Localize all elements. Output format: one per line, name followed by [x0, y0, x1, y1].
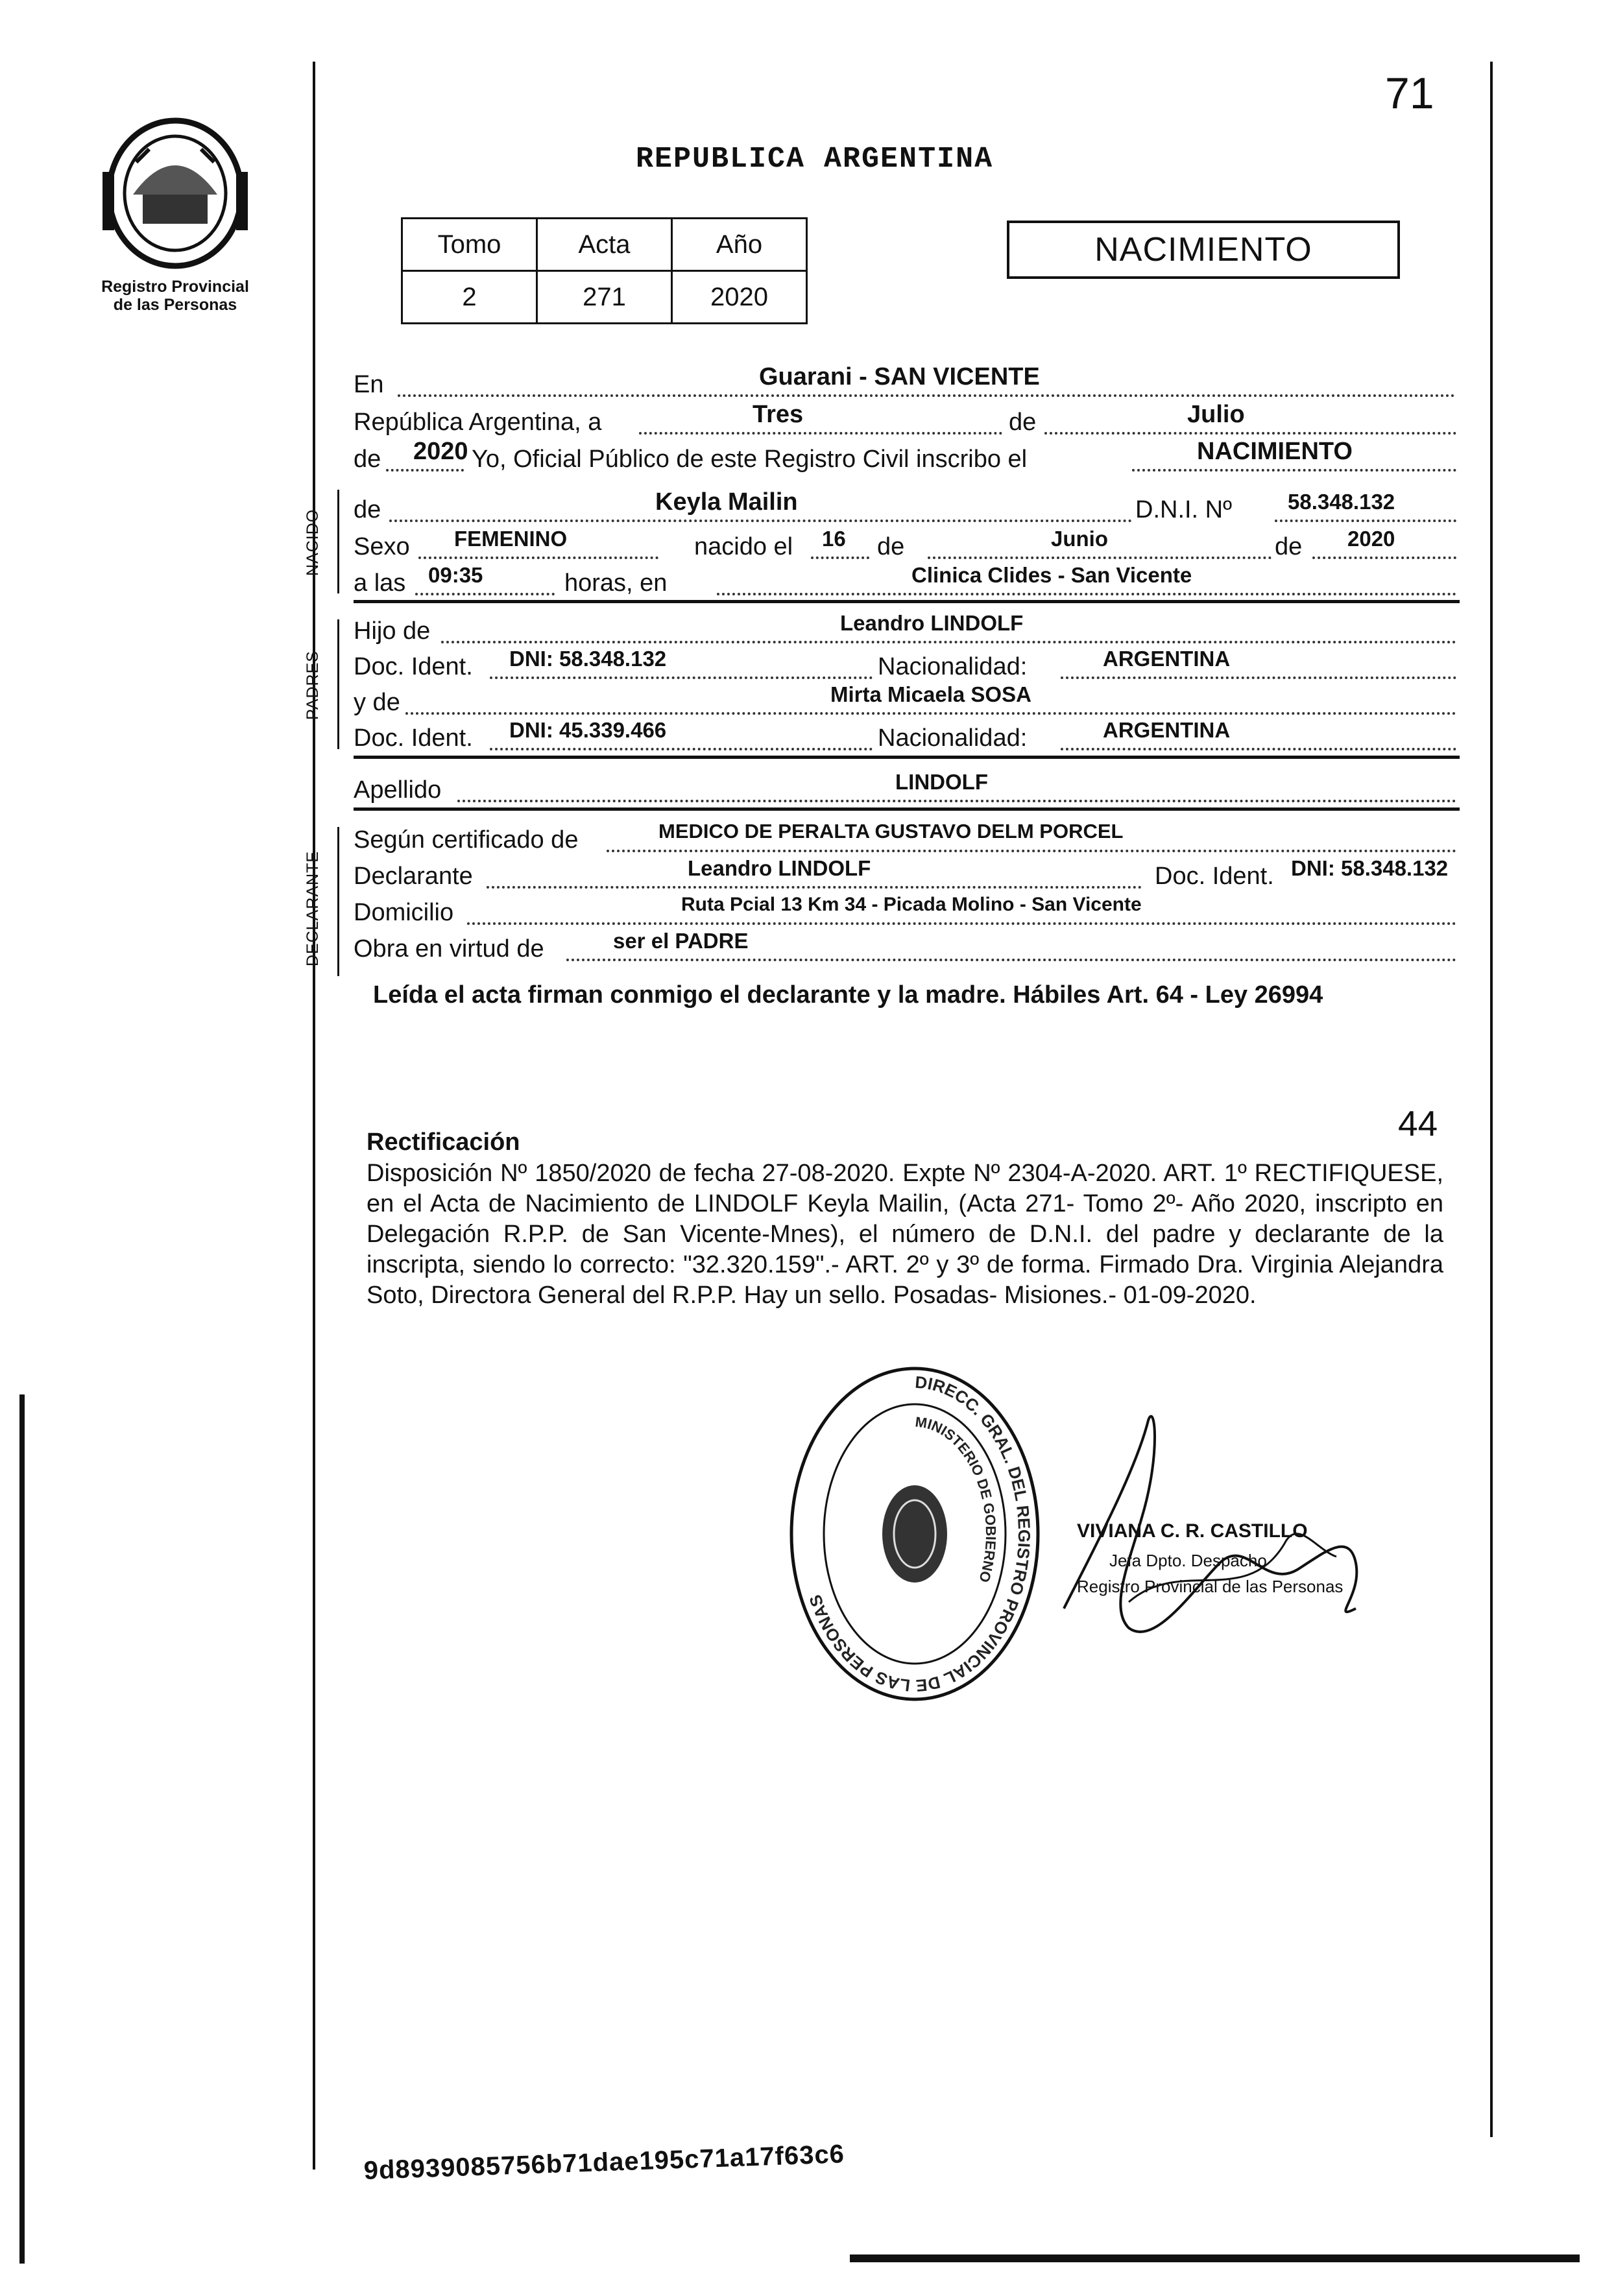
field-value-month: Julio [1187, 401, 1245, 428]
field-label: Según certificado de [354, 826, 579, 854]
field-value-mother: Mirta Micaela SOSA [830, 682, 1031, 706]
field-label: Doc. Ident. [354, 653, 473, 680]
left-edge-bar [19, 1394, 25, 2264]
rectification-number: 44 [1398, 1103, 1438, 1143]
right-border-line [1490, 62, 1493, 2137]
side-bracket-nacido [337, 490, 339, 593]
field-value-birth-month: Junio [1051, 527, 1108, 551]
field-value-declarant: Leandro LINDOLF [688, 856, 871, 880]
form-row-obra [354, 927, 1456, 965]
stamp-line2: Jefa Dpto. Despacho [1109, 1551, 1267, 1570]
form-row-declarante [354, 855, 1456, 892]
field-value-year: 2020 [413, 438, 468, 465]
form-row-en [354, 363, 1456, 401]
field-label: de [354, 496, 381, 523]
field-label: Domicilio [354, 899, 454, 926]
field-value-birth-place: Clinica Clides - San Vicente [911, 563, 1192, 587]
form-row-apellido [354, 769, 1456, 806]
field-label: nacido el [694, 533, 793, 560]
stamp-line1: VIVIANA C. R. CASTILLO [1077, 1520, 1308, 1542]
field-label: Declarante [354, 863, 473, 890]
stamp-line3: Registro Provincial de las Personas [1077, 1577, 1344, 1596]
field-label: Doc. Ident. [354, 724, 473, 752]
field-label: de [1275, 533, 1303, 560]
section-divider [354, 756, 1460, 759]
field-label: Nacionalidad: [878, 724, 1028, 752]
field-value-sex: FEMENINO [454, 527, 568, 551]
field-label: Obra en virtud de [354, 935, 544, 963]
form-row-sexo [354, 525, 1456, 563]
signature-stamp [1051, 1394, 1440, 1667]
field-value-mother-nationality: ARGENTINA [1103, 718, 1231, 742]
field-value-capacity: ser el PADRE [613, 929, 749, 953]
official-seal [778, 1356, 1051, 1719]
province-emblem-logo [97, 110, 253, 272]
form-row-madre-doc [354, 717, 1456, 754]
form-row-certificado [354, 819, 1456, 856]
field-value-father-dni: DNI: 58.348.132 [509, 647, 667, 671]
field-label: a las [354, 569, 406, 597]
field-value-dni: 58.348.132 [1288, 490, 1395, 514]
field-value-time: 09:35 [428, 563, 483, 587]
form-row-domicilio [354, 891, 1456, 929]
left-border-line [313, 62, 315, 2170]
section-divider [354, 807, 1460, 811]
field-label: de [877, 533, 905, 560]
side-label-padres: PADRES [304, 651, 322, 720]
record-table-value: 2 [402, 271, 537, 324]
field-value-surname: LINDOLF [895, 770, 988, 794]
record-type-box: NACIMIENTO [1007, 221, 1400, 279]
section-divider [354, 600, 1460, 603]
rectification-body: Disposición Nº 1850/2020 de fecha 27-08-2020. Expte Nº 2304-A-2020. ART. 1º RECTIFIQUESE, en el Acta de Nacimiento de LINDOLF Keyla Mailin, (Acta 271- Tomo 2º- Año 2020, inscripto en Delegación R.P.P. de San Vicente-Mnes), el número de D.N.I. del padre y declarante de la inscripta, siendo lo correcto: "32.320.159".- ART. 2º y 3º de forma. Firmado Dra. Virginia Alejandra Soto, Directora General del R.P.P. Hay un sello. Posadas- Misiones.- 01-09-2020. [367, 1160, 1443, 1309]
side-label-nacido: NACIDO [304, 508, 322, 576]
bottom-edge-bar [850, 2254, 1580, 2262]
field-label: de [1009, 409, 1037, 436]
field-value-address: Ruta Pcial 13 Km 34 - Picada Molino - San Vicente [681, 894, 1142, 915]
rectification-title: Rectificación [367, 1129, 520, 1156]
page-number: 71 [1385, 69, 1434, 118]
record-table-value: 271 [537, 271, 672, 324]
field-label: Doc. Ident. [1155, 863, 1274, 890]
seal-inner-text: MINISTERIO DE GOBIERNO [914, 1413, 1000, 1584]
field-value-inscribo: NACIMIENTO [1197, 438, 1353, 465]
field-label: Apellido [354, 776, 442, 804]
logo-caption [71, 278, 279, 314]
field-value-name: Keyla Mailin [655, 488, 798, 516]
field-value-day: Tres [753, 401, 804, 428]
field-value-declarant-dni: DNI: 58.348.132 [1291, 856, 1449, 880]
form-row-padre [354, 610, 1456, 647]
form-row-hora [354, 562, 1456, 599]
field-label: D.N.I. Nº [1135, 496, 1232, 523]
field-value-birth-year: 2020 [1347, 527, 1395, 551]
field-value-mother-dni: DNI: 45.339.466 [509, 718, 667, 742]
field-label: horas, en [564, 569, 668, 597]
record-table [401, 217, 808, 324]
side-bracket-padres [337, 619, 339, 749]
logo-caption-line2: de las Personas [113, 296, 237, 314]
seal-outer-text: DIRECC. GRAL. DEL REGISTRO PROVINCIAL DE LAS PERSONAS [805, 1372, 1035, 1696]
record-table-header: Acta [537, 219, 672, 271]
side-bracket-declarante [337, 827, 339, 976]
record-table-header-row [402, 219, 807, 271]
field-label: de [354, 446, 381, 473]
form-row-inscribo [354, 438, 1456, 475]
field-label: República Argentina, a [354, 409, 602, 436]
form-row-nombre [354, 488, 1456, 526]
side-label-declarante: DECLARANTE [304, 850, 322, 966]
field-value-birth-day: 16 [822, 527, 846, 551]
closing-statement: Leída el acta firman conmigo el declarante y la madre. Hábiles Art. 64 - Ley 26994 [373, 981, 1323, 1009]
field-label: En [354, 371, 384, 398]
field-value-father: Leandro LINDOLF [840, 611, 1024, 635]
field-value-place: Guarani - SAN VICENTE [759, 363, 1040, 390]
field-label: y de [354, 689, 400, 716]
form-row-padre-doc [354, 645, 1456, 683]
logo-caption-line1: Registro Provincial [101, 278, 249, 296]
record-table-header: Año [672, 219, 807, 271]
field-value-father-nationality: ARGENTINA [1103, 647, 1231, 671]
country-title: REPUBLICA ARGENTINA [636, 143, 994, 176]
field-label: Sexo [354, 533, 410, 560]
document-hash: 9d8939085756b71dae195c71a17f63c6 [363, 2140, 845, 2185]
form-row-fecha [354, 401, 1456, 438]
field-value-certificate: MEDICO DE PERALTA GUSTAVO DELM PORCEL [658, 820, 1124, 843]
field-label: Yo, Oficial Público de este Registro Civil inscribo el [472, 446, 1028, 473]
field-label: Hijo de [354, 617, 431, 645]
form-row-madre [354, 681, 1456, 719]
field-label: Nacionalidad: [878, 653, 1028, 680]
record-table-value: 2020 [672, 271, 807, 324]
record-table-header: Tomo [402, 219, 537, 271]
record-table-value-row [402, 271, 807, 324]
